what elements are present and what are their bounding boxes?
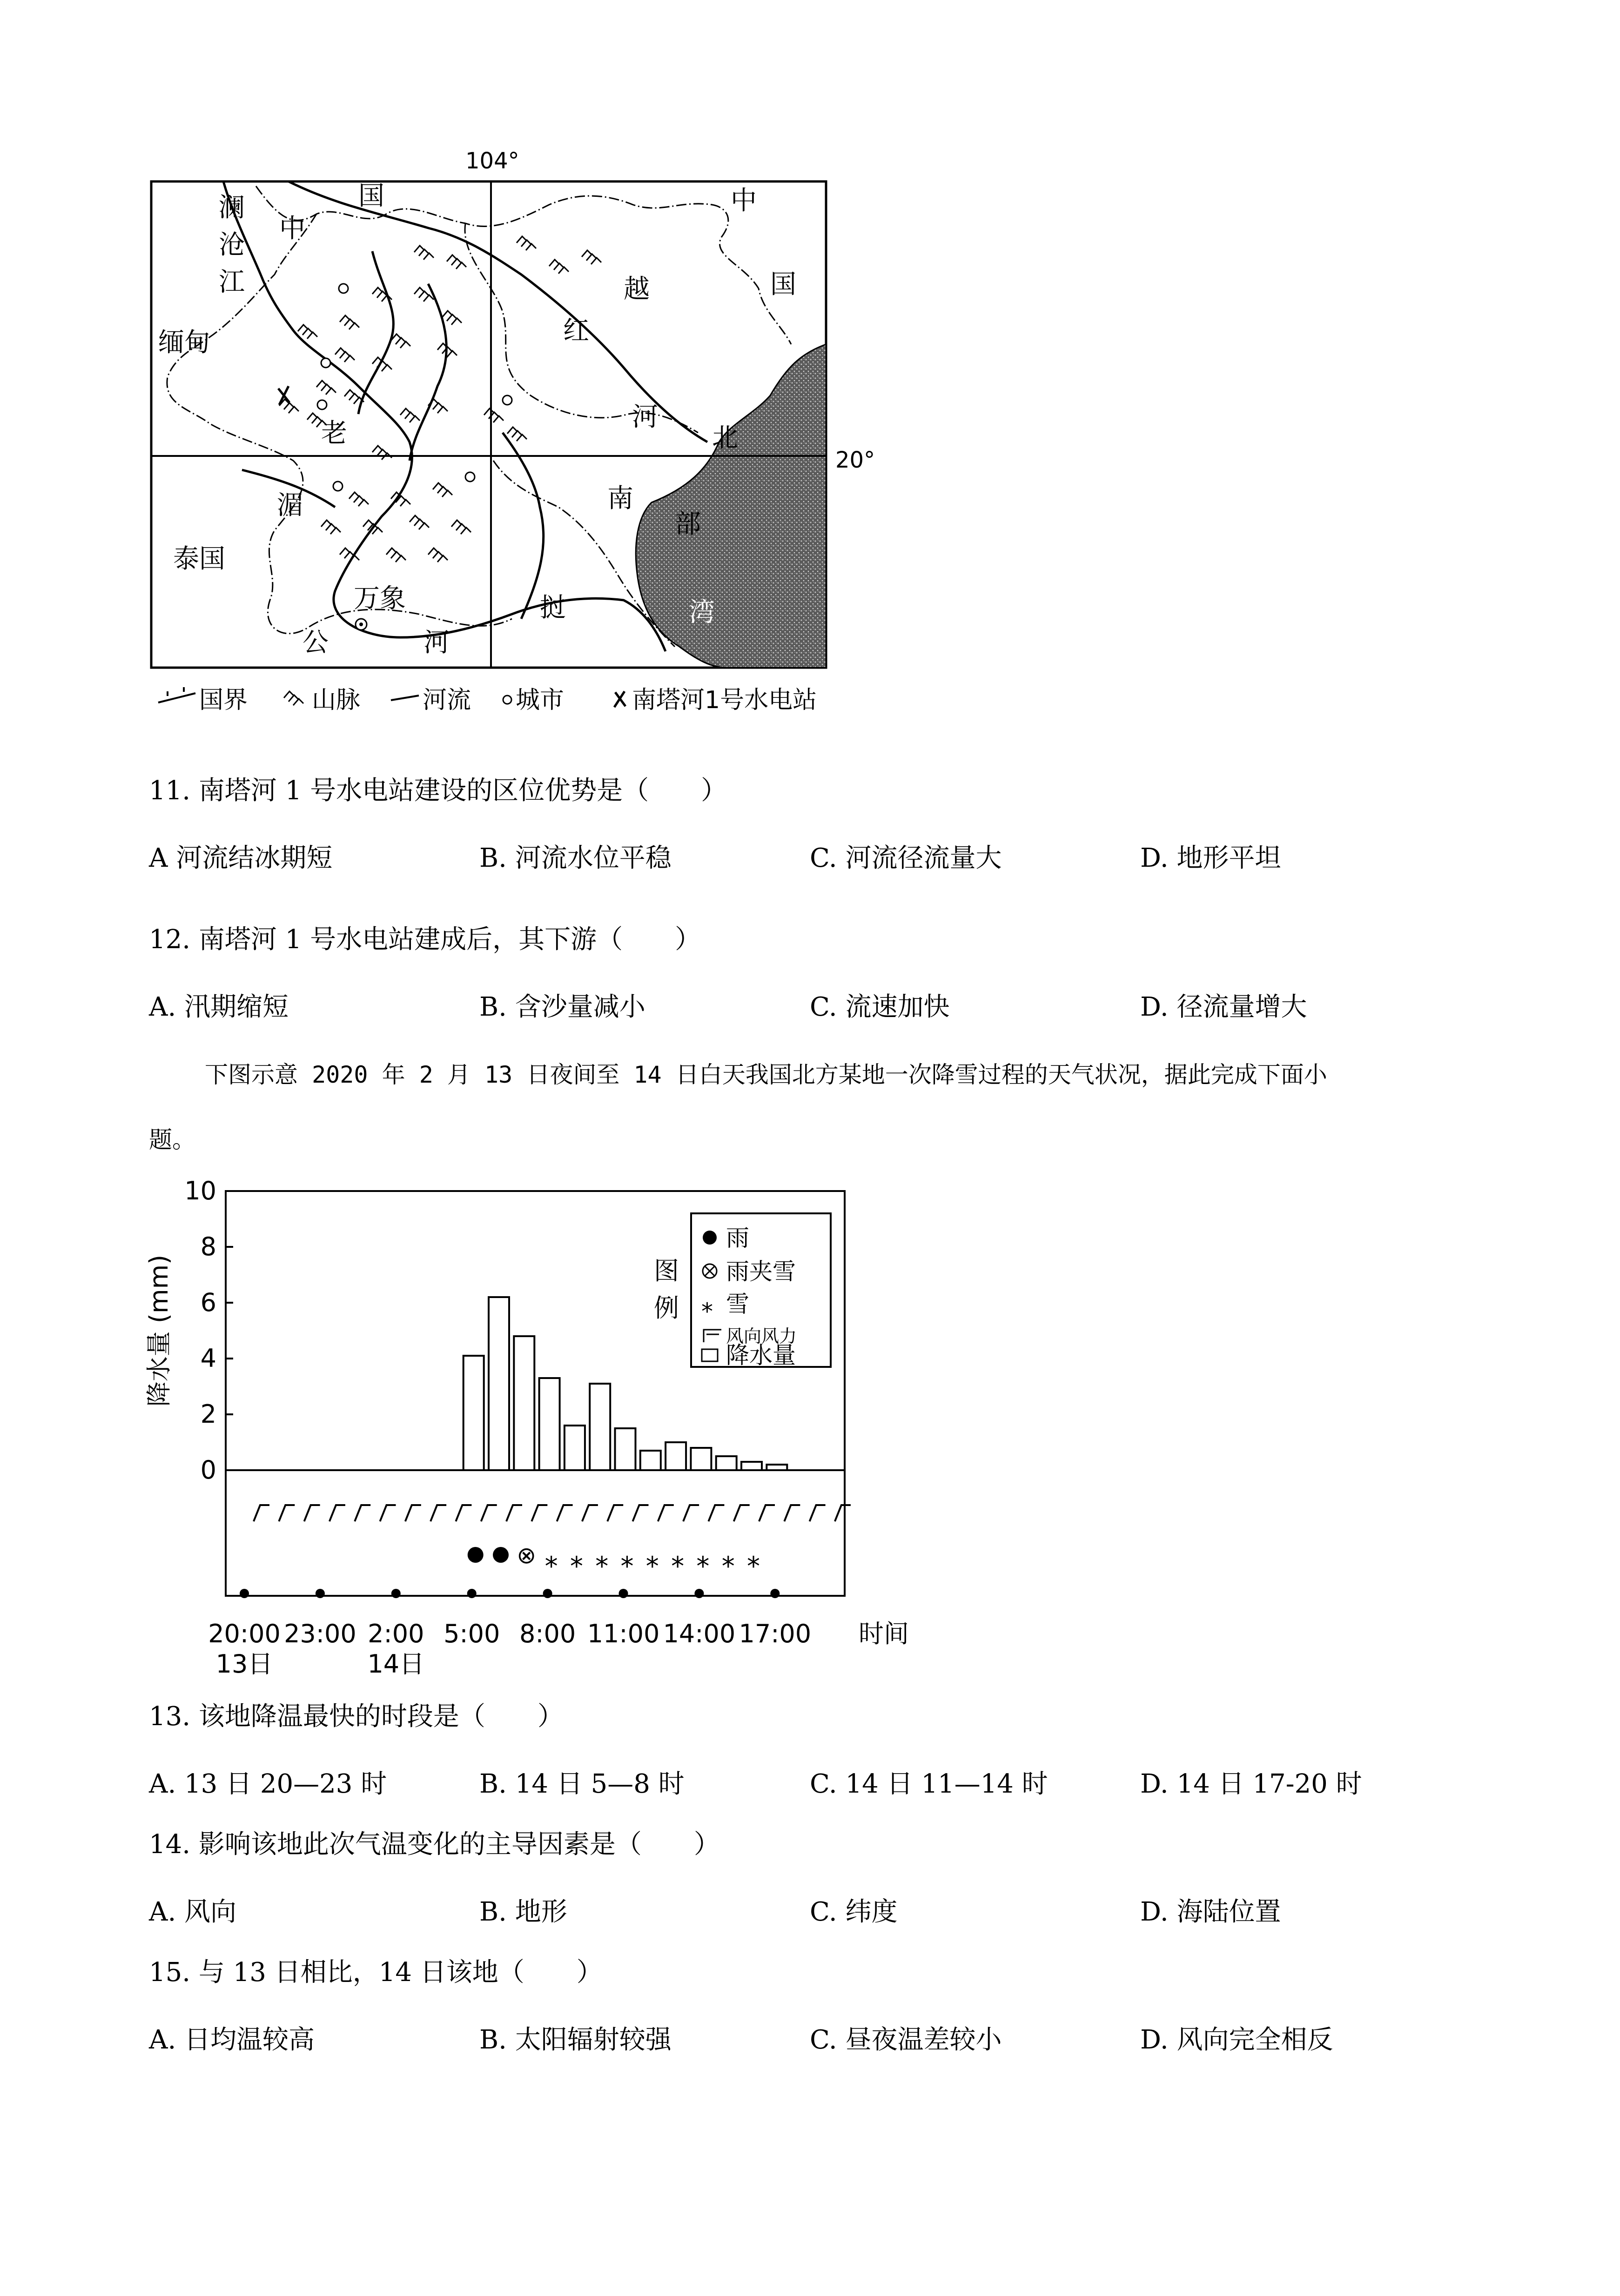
- precip-bar: [691, 1448, 711, 1470]
- x-tick-label: 5:00: [444, 1619, 500, 1648]
- legend-station-label: 南塔河1号水电站: [632, 686, 817, 714]
- label-lancang-1: 澜: [219, 193, 245, 223]
- q15-option-a: A. 日均温较高: [149, 2025, 315, 2055]
- y-tick-label: 10: [184, 1176, 216, 1205]
- longitude-label: 104°: [465, 148, 519, 174]
- q14-option-b: B. 地形: [479, 1897, 567, 1927]
- q12-option-b: B. 含沙量减小: [479, 992, 645, 1022]
- weather-symbol: ⁎: [595, 1543, 609, 1573]
- wind-barb: [759, 1505, 775, 1521]
- precip-bar: [766, 1465, 787, 1470]
- label-vientiane: 万象: [354, 583, 406, 614]
- q14-option-a: A. 风向: [149, 1897, 237, 1927]
- wind-barb: [658, 1505, 674, 1521]
- x-tick: [694, 1589, 704, 1598]
- y-tick-label: 4: [200, 1344, 216, 1373]
- y-tick-label: 2: [200, 1399, 216, 1429]
- chart-legend: [654, 1213, 831, 1369]
- y-tick-label: 8: [200, 1232, 216, 1261]
- weather-symbol: [468, 1547, 484, 1563]
- wind-barb: [430, 1505, 446, 1521]
- label-thailand: 泰国: [173, 544, 225, 574]
- weather-symbol: ⁎: [544, 1543, 558, 1573]
- wind-barb: [456, 1505, 471, 1521]
- legend-snow-symbol: ⁎: [701, 1291, 713, 1318]
- x-day-label: 13日: [215, 1649, 273, 1679]
- wind-barb: [633, 1505, 649, 1521]
- x-tick-label: 14:00: [663, 1619, 736, 1648]
- y-tick-label: 6: [200, 1288, 216, 1317]
- wind-barb: [582, 1505, 598, 1521]
- q12-option-c: C. 流速加快: [810, 992, 950, 1022]
- intro-line-2: 题。: [149, 1126, 195, 1153]
- precip-bar: [590, 1384, 610, 1470]
- label-china-guo: 国: [358, 181, 384, 211]
- x-axis-label: 时间: [859, 1619, 909, 1648]
- weather-symbol: ⊗: [517, 1542, 537, 1569]
- label-bei: 北: [712, 423, 738, 453]
- precip-bar: [464, 1356, 484, 1470]
- x-tick: [619, 1589, 628, 1598]
- precip-bar: [539, 1378, 560, 1470]
- q11-option-d: D. 地形平坦: [1140, 843, 1281, 873]
- label-mekong-mei: 湄: [277, 490, 303, 521]
- wind-barb: [481, 1505, 497, 1521]
- wind-barb: [531, 1505, 547, 1521]
- label-myanmar: 缅甸: [158, 328, 210, 358]
- wind-barb: [734, 1505, 750, 1521]
- precip-bar: [514, 1336, 534, 1470]
- wind-barb: [405, 1505, 421, 1521]
- legend-title-2: 例: [654, 1293, 679, 1323]
- x-tick-label: 8:00: [519, 1619, 576, 1648]
- weather-symbol: [493, 1547, 509, 1563]
- wind-barb: [708, 1505, 724, 1521]
- x-day-label: 14日: [367, 1649, 425, 1679]
- label-china-guo-right: 国: [770, 269, 796, 300]
- q13-option-d: D. 14 日 17-20 时: [1140, 1769, 1362, 1799]
- label-mekong-he: 河: [423, 628, 450, 658]
- wind-barb: [254, 1505, 269, 1521]
- x-tick-label: 23:00: [284, 1619, 356, 1648]
- label-china-zhong: 中: [279, 214, 305, 244]
- legend-border-label: 国界: [199, 686, 248, 714]
- legend-city-label: 城市: [516, 686, 565, 714]
- wind-barb: [607, 1505, 623, 1521]
- q14-option-d: D. 海陆位置: [1140, 1897, 1281, 1927]
- weather-symbol: ⁎: [645, 1543, 659, 1573]
- question-12: 12. 南塔河 1 号水电站建成后，其下游（ ）: [149, 924, 701, 955]
- label-lancang-2: 沧: [219, 230, 245, 260]
- legend-sleet: 雨夹雪: [726, 1258, 796, 1285]
- weather-symbol: ⁎: [671, 1543, 685, 1573]
- weather-chart: [140, 1172, 909, 1684]
- x-axis-ticks: [208, 1589, 811, 1679]
- x-tick: [543, 1589, 552, 1598]
- legend-mountain-label: 山脉: [312, 686, 361, 714]
- precip-bar: [716, 1456, 737, 1470]
- weather-symbol: ⁎: [620, 1543, 634, 1573]
- x-tick: [467, 1589, 477, 1598]
- legend-river-label: 河流: [423, 686, 471, 714]
- precip-bar: [489, 1297, 509, 1470]
- label-hong-he: 河: [632, 402, 658, 432]
- wind-barb: [835, 1505, 851, 1521]
- wind-barb: [279, 1505, 295, 1521]
- question-11: 11. 南塔河 1 号水电站建设的区位优势是（ ）: [149, 776, 727, 806]
- label-hong: 红: [563, 316, 589, 346]
- label-laos-wo: 挝: [540, 593, 566, 623]
- q11-option-a: A 河流结冰期短: [149, 843, 333, 873]
- question-14: 14. 影响该地此次气温变化的主导因素是（ ）: [149, 1829, 720, 1860]
- q15-option-d: D. 风向完全相反: [1140, 2025, 1333, 2055]
- question-15: 15. 与 13 日相比，14 日该地（ ）: [149, 1957, 603, 1988]
- wind-barbs: [254, 1505, 851, 1521]
- legend-wind: 风向风力: [726, 1326, 797, 1346]
- y-tick-label: 0: [200, 1455, 216, 1485]
- label-nan: 南: [607, 483, 633, 514]
- wind-barb: [784, 1505, 800, 1521]
- label-wan: 湾: [689, 597, 715, 628]
- q13-option-b: B. 14 日 5—8 时: [479, 1769, 685, 1799]
- x-tick: [770, 1589, 780, 1598]
- precip-bar: [665, 1442, 686, 1470]
- q11-option-c: C. 河流径流量大: [810, 843, 1002, 873]
- vientiane-city-symbol: [356, 619, 367, 630]
- wind-barb: [304, 1505, 320, 1521]
- q14-option-c: C. 纬度: [810, 1897, 898, 1927]
- legend-rain: 雨: [726, 1225, 749, 1252]
- x-tick: [240, 1589, 249, 1598]
- weather-symbol: ⁎: [721, 1543, 735, 1573]
- q12-option-a: A. 汛期缩短: [149, 992, 289, 1022]
- y-axis-label: 降水量 (mm): [144, 1254, 174, 1407]
- precip-bar: [615, 1428, 636, 1470]
- x-tick-label: 17:00: [739, 1619, 812, 1648]
- label-lancang-3: 江: [219, 267, 245, 297]
- x-tick-label: 11:00: [587, 1619, 660, 1648]
- label-china-zhong-right: 中: [731, 186, 757, 216]
- wind-barb: [355, 1505, 370, 1521]
- precip-bar: [640, 1451, 661, 1470]
- wind-barb: [810, 1505, 826, 1521]
- legend-snow: 雪: [726, 1291, 749, 1318]
- wind-barb: [683, 1505, 699, 1521]
- precip-bar: [565, 1426, 585, 1470]
- x-tick: [391, 1589, 401, 1598]
- label-bu: 部: [675, 509, 701, 539]
- latitude-label: 20°: [835, 447, 875, 473]
- label-laos-lao: 老: [321, 418, 347, 448]
- wind-barb: [380, 1505, 396, 1521]
- weather-symbols: [468, 1542, 760, 1573]
- q13-option-a: A. 13 日 20—23 时: [149, 1769, 387, 1799]
- wind-barb: [557, 1505, 573, 1521]
- q15-option-b: B. 太阳辐射较强: [479, 2025, 672, 2055]
- wind-barb: [329, 1505, 345, 1521]
- label-mekong-gong: 公: [302, 628, 329, 658]
- map-legend: [158, 686, 817, 714]
- weather-symbol: ⁎: [696, 1543, 710, 1573]
- legend-title-1: 图: [654, 1256, 679, 1285]
- x-tick-label: 2:00: [368, 1619, 424, 1648]
- weather-symbol: ⁎: [747, 1543, 760, 1573]
- x-tick-label: 20:00: [208, 1619, 281, 1648]
- question-13: 13. 该地降温最快的时段是（ ）: [149, 1701, 564, 1732]
- precip-bar: [741, 1462, 762, 1470]
- q11-option-b: B. 河流水位平稳: [479, 843, 672, 873]
- q15-option-c: C. 昼夜温差较小: [810, 2025, 1002, 2055]
- q13-option-c: C. 14 日 11—14 时: [810, 1769, 1048, 1799]
- wind-barb: [506, 1505, 522, 1521]
- map-figure: [140, 135, 894, 735]
- q12-option-d: D. 径流量增大: [1140, 992, 1307, 1022]
- intro-line-1: 下图示意 2020 年 2 月 13 日夜间至 14 日白天我国北方某地一次降雪过程的天气状况，据此完成下面小: [205, 1061, 1327, 1088]
- label-yue: 越: [624, 274, 650, 304]
- weather-symbol: ⁎: [570, 1543, 583, 1573]
- legend-precip: 降水量: [726, 1342, 796, 1369]
- x-tick: [316, 1589, 325, 1598]
